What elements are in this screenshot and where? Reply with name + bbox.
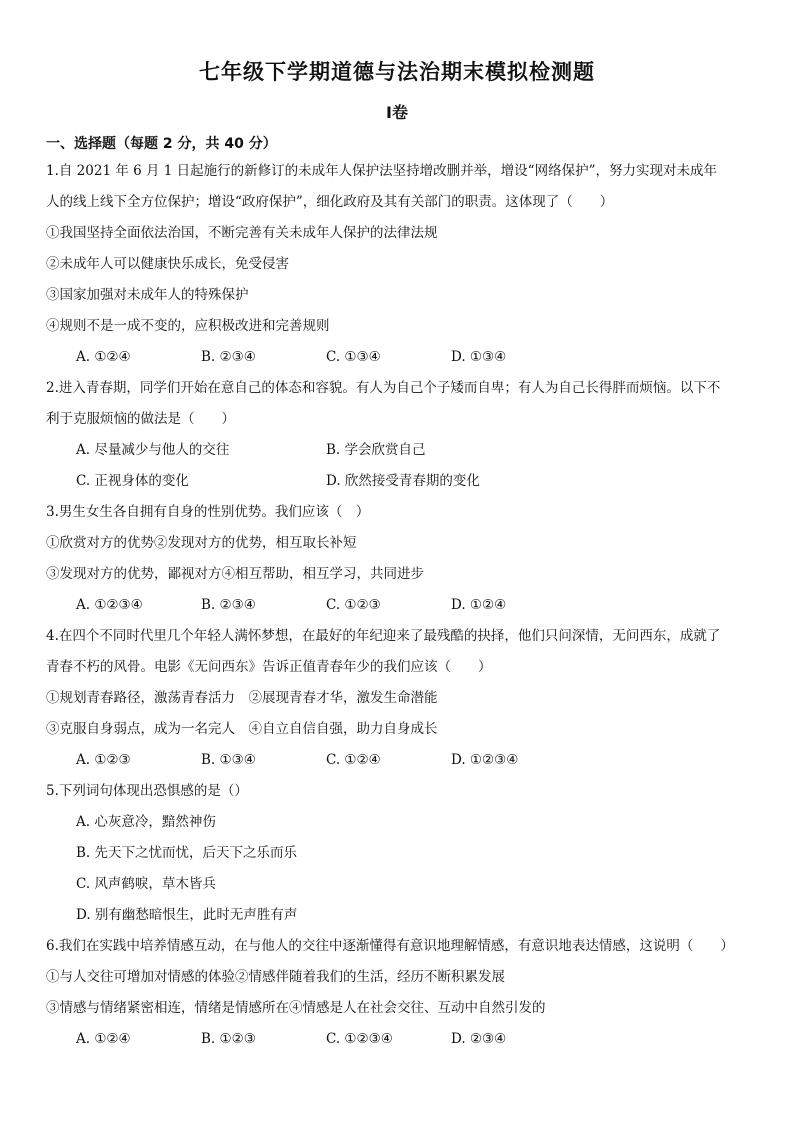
question-stem-line: 4.在四个不同时代里几个年轻人满怀梦想，在最好的年纪迎来了最残酷的抉择，他们只问深情，无问西东，成就了: [46, 628, 721, 644]
option-row: [46, 590, 758, 621]
statement: ②未成年人可以健康快乐成长，免受侵害: [46, 256, 289, 272]
option-d[interactable]: D. ①②④: [451, 597, 507, 613]
question-stem-line: 青春不朽的风骨。电影《无问西东》告诉正值青春年少的我们应该（ ）: [46, 659, 492, 675]
option-row: [46, 745, 758, 776]
option-b[interactable]: B. 先天下之忧而忧，后天下之乐而乐: [76, 845, 298, 861]
statement: ③情感与情绪紧密相连，情绪是情感所在④情感是人在社会交往、互动中自然引发的: [46, 1000, 546, 1016]
statement: ③发现对方的优势，鄙视对方④相互帮助，相互学习，共同进步: [46, 566, 424, 582]
option-c[interactable]: C. ①②③: [326, 597, 381, 613]
option-row: [46, 342, 758, 373]
statement: ④规则不是一成不变的，应积极改进和完善规则: [46, 318, 330, 334]
question-list: [46, 156, 758, 1055]
option-a[interactable]: A. 尽量减少与他人的交往: [76, 442, 230, 458]
option-d[interactable]: D. 欣然接受青春期的变化: [326, 473, 480, 489]
option-c[interactable]: C. 风声鹤唳，草木皆兵: [76, 876, 216, 892]
question-2: [46, 373, 758, 497]
option-d[interactable]: D. 别有幽愁暗恨生，此时无声胜有声: [76, 907, 298, 923]
option-a[interactable]: A. ①②④: [76, 349, 131, 365]
option-d[interactable]: D. ①②③④: [451, 752, 519, 768]
option-c[interactable]: C. 正视身体的变化: [76, 473, 189, 489]
option-a[interactable]: A. ①②③④: [76, 597, 143, 613]
statement: ③国家加强对未成年人的特殊保护: [46, 287, 249, 303]
option-c[interactable]: C. ①③④: [326, 349, 381, 365]
option-b[interactable]: B. 学会欣赏自己: [326, 442, 426, 458]
question-4: [46, 621, 758, 776]
section-heading: 一、选择题（每题 2 分，共 40 分）: [46, 136, 277, 152]
option-b[interactable]: B. ②③④: [201, 597, 256, 613]
question-stem-line: 1.自 2021 年 6 月 1 日起施行的新修订的未成年人保护法坚持增改删并举，增设“网络保护”，努力实现对未成年: [46, 163, 717, 179]
question-stem-line: 6.我们在实践中培养情感互动，在与他人的交往中逐渐懂得有意识地理解情感，有意识地表达情感，这说明（ ）: [46, 938, 734, 954]
option-row: [46, 435, 758, 466]
option-a[interactable]: A. ①②③: [76, 752, 131, 768]
question-6: [46, 931, 758, 1055]
option-b[interactable]: B. ①③④: [201, 752, 256, 768]
question-1: [46, 156, 758, 373]
volume-label: Ⅰ卷: [386, 103, 408, 122]
exam-title: 七年级下学期道德与法治期末模拟检测题: [199, 60, 595, 84]
question-stem-line: 利于克服烦恼的做法是（ ）: [46, 411, 235, 427]
option-a[interactable]: A. ①②④: [76, 1031, 131, 1047]
statement: ①规划青春路径，激荡青春活力 ②展现青春才华，激发生命潜能: [46, 690, 438, 706]
statement: ①我国坚持全面依法治国，不断完善有关未成年人保护的法律法规: [46, 225, 438, 241]
question-stem-line: 3.男生女生各自拥有自身的性别优势。我们应该（ ）: [46, 504, 370, 520]
option-row: [46, 466, 758, 497]
option-b[interactable]: B. ②③④: [201, 349, 256, 365]
statement: ①与人交往可增加对情感的体验②情感伴随着我们的生活，经历不断积累发展: [46, 969, 505, 985]
option-d[interactable]: D. ②③④: [451, 1031, 507, 1047]
option-d[interactable]: D. ①③④: [451, 349, 507, 365]
question-stem-line: 人的线上线下全方位保护；增设“政府保护”，细化政府及其有关部门的职责。这体现了（ ）: [46, 194, 614, 210]
option-b[interactable]: B. ①②③: [201, 1031, 256, 1047]
option-c[interactable]: C. ①②③④: [326, 1031, 393, 1047]
question-stem-line: 5.下列词句体现出恐惧感的是（）: [46, 783, 248, 799]
option-a[interactable]: A. 心灰意冷，黯然神伤: [76, 814, 216, 830]
statement: ①欣赏对方的优势②发现对方的优势，相互取长补短: [46, 535, 357, 551]
question-3: [46, 497, 758, 621]
statement: ③克服自身弱点，成为一名完人 ④自立自信自强，助力自身成长: [46, 721, 438, 737]
question-5: [46, 776, 758, 931]
option-row: [46, 1024, 758, 1055]
option-c[interactable]: C. ①②④: [326, 752, 381, 768]
question-stem-line: 2.进入青春期，同学们开始在意自己的体态和容貌。有人为自己个子矮而自卑；有人为自己长得胖而烦恼。以下不: [46, 380, 721, 396]
